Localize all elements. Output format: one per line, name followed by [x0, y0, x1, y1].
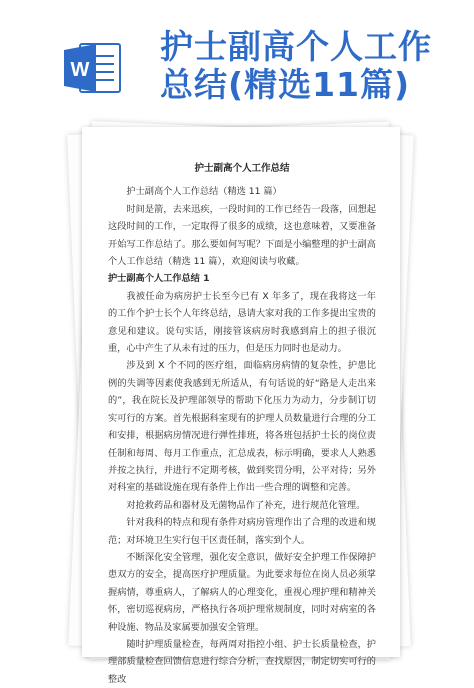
document-title: 护士副高个人工作总结: [194, 163, 290, 174]
paragraph: 对抢救药品和器材及无菌物品作了补充，进行规范化管理。: [126, 499, 366, 511]
paragraph: 针对我科的特点和现有条件对病房管理作出了合理的改进和规范；对环境卫生实行包干区责任制，落实到个人。: [108, 517, 376, 546]
logo-letter: W: [70, 59, 90, 81]
section-heading: 护士副高个人工作总结 1: [108, 273, 210, 285]
page-title-line-2: 总结(精选11篇): [160, 65, 411, 104]
intro-paragraph: 时间是箭，去来迅疾，一段时间的工作已经告一段落，回想起这段时间的工作，一定取得了很多的成绩，这也意味着，又要准备开始写工作总结了。那么要如何写呢？下面是小编整理的护士副高个人工作总结（精选 11 篇），欢迎阅读与收藏。: [108, 203, 376, 268]
paragraph: 随时护理质量检查，每两周对指控小组、护士长质量检查，护理部质量检查回馈信息进行综合分析，查找原因，制定切实可行的整改: [108, 638, 376, 685]
document-subtitle: 护士副高个人工作总结（精选 11 篇）: [126, 186, 282, 198]
paragraph: 涉及到 X 个不同的医疗组，面临病房病情的复杂性，护患比例的失调等因素使我感到无所适从，有句话说的好“路是人走出来的”，我在院长及护理部领导的帮助下化压力为动力，分步制订切实可行的方案。首先根据科室现有的护理人员数量进行合理的分工和安排，根据病房情况进行弹性排班，将各班包括护士长的岗位责任制和每周、每月工作重点，汇总成表，标示明确，要求人人熟悉并按之执行，并进行不定期考核，做到奖罚分明，公平对待；另外对科室的基础设施在现有条件上作出一些合理的调整和完善。: [108, 360, 376, 494]
document-body: [108, 160, 376, 688]
word-document-icon: [62, 40, 126, 96]
header-banner: [0, 0, 474, 110]
page-title-line-1: 护士副高个人工作: [160, 27, 432, 66]
page-title: [160, 28, 432, 104]
paragraph: 不断深化安全管理，强化安全意识，做好安全护理工作保障护患双方的安全，提高医疗护理质量。为此要求每位在岗人员必须掌握病情，尊重病人，了解病人的心理变化，重视心理护理和精神关怀，密切巡视病房，严格执行各项护理常规制度，同时对病室的各种设施、物品及家属要加强安全管理。: [108, 551, 376, 633]
paragraph: 我被任命为病房护士长至今已有 X 年多了，现在我将这一年的工作个护士长个人年终总结，恳请大家对我的工作多提出宝贵的意见和建议。说句实话，刚接管该病房时我感到肩上的担子很沉重，心中产生了从未有过的压力，但是压力同时也是动力。: [108, 290, 376, 355]
